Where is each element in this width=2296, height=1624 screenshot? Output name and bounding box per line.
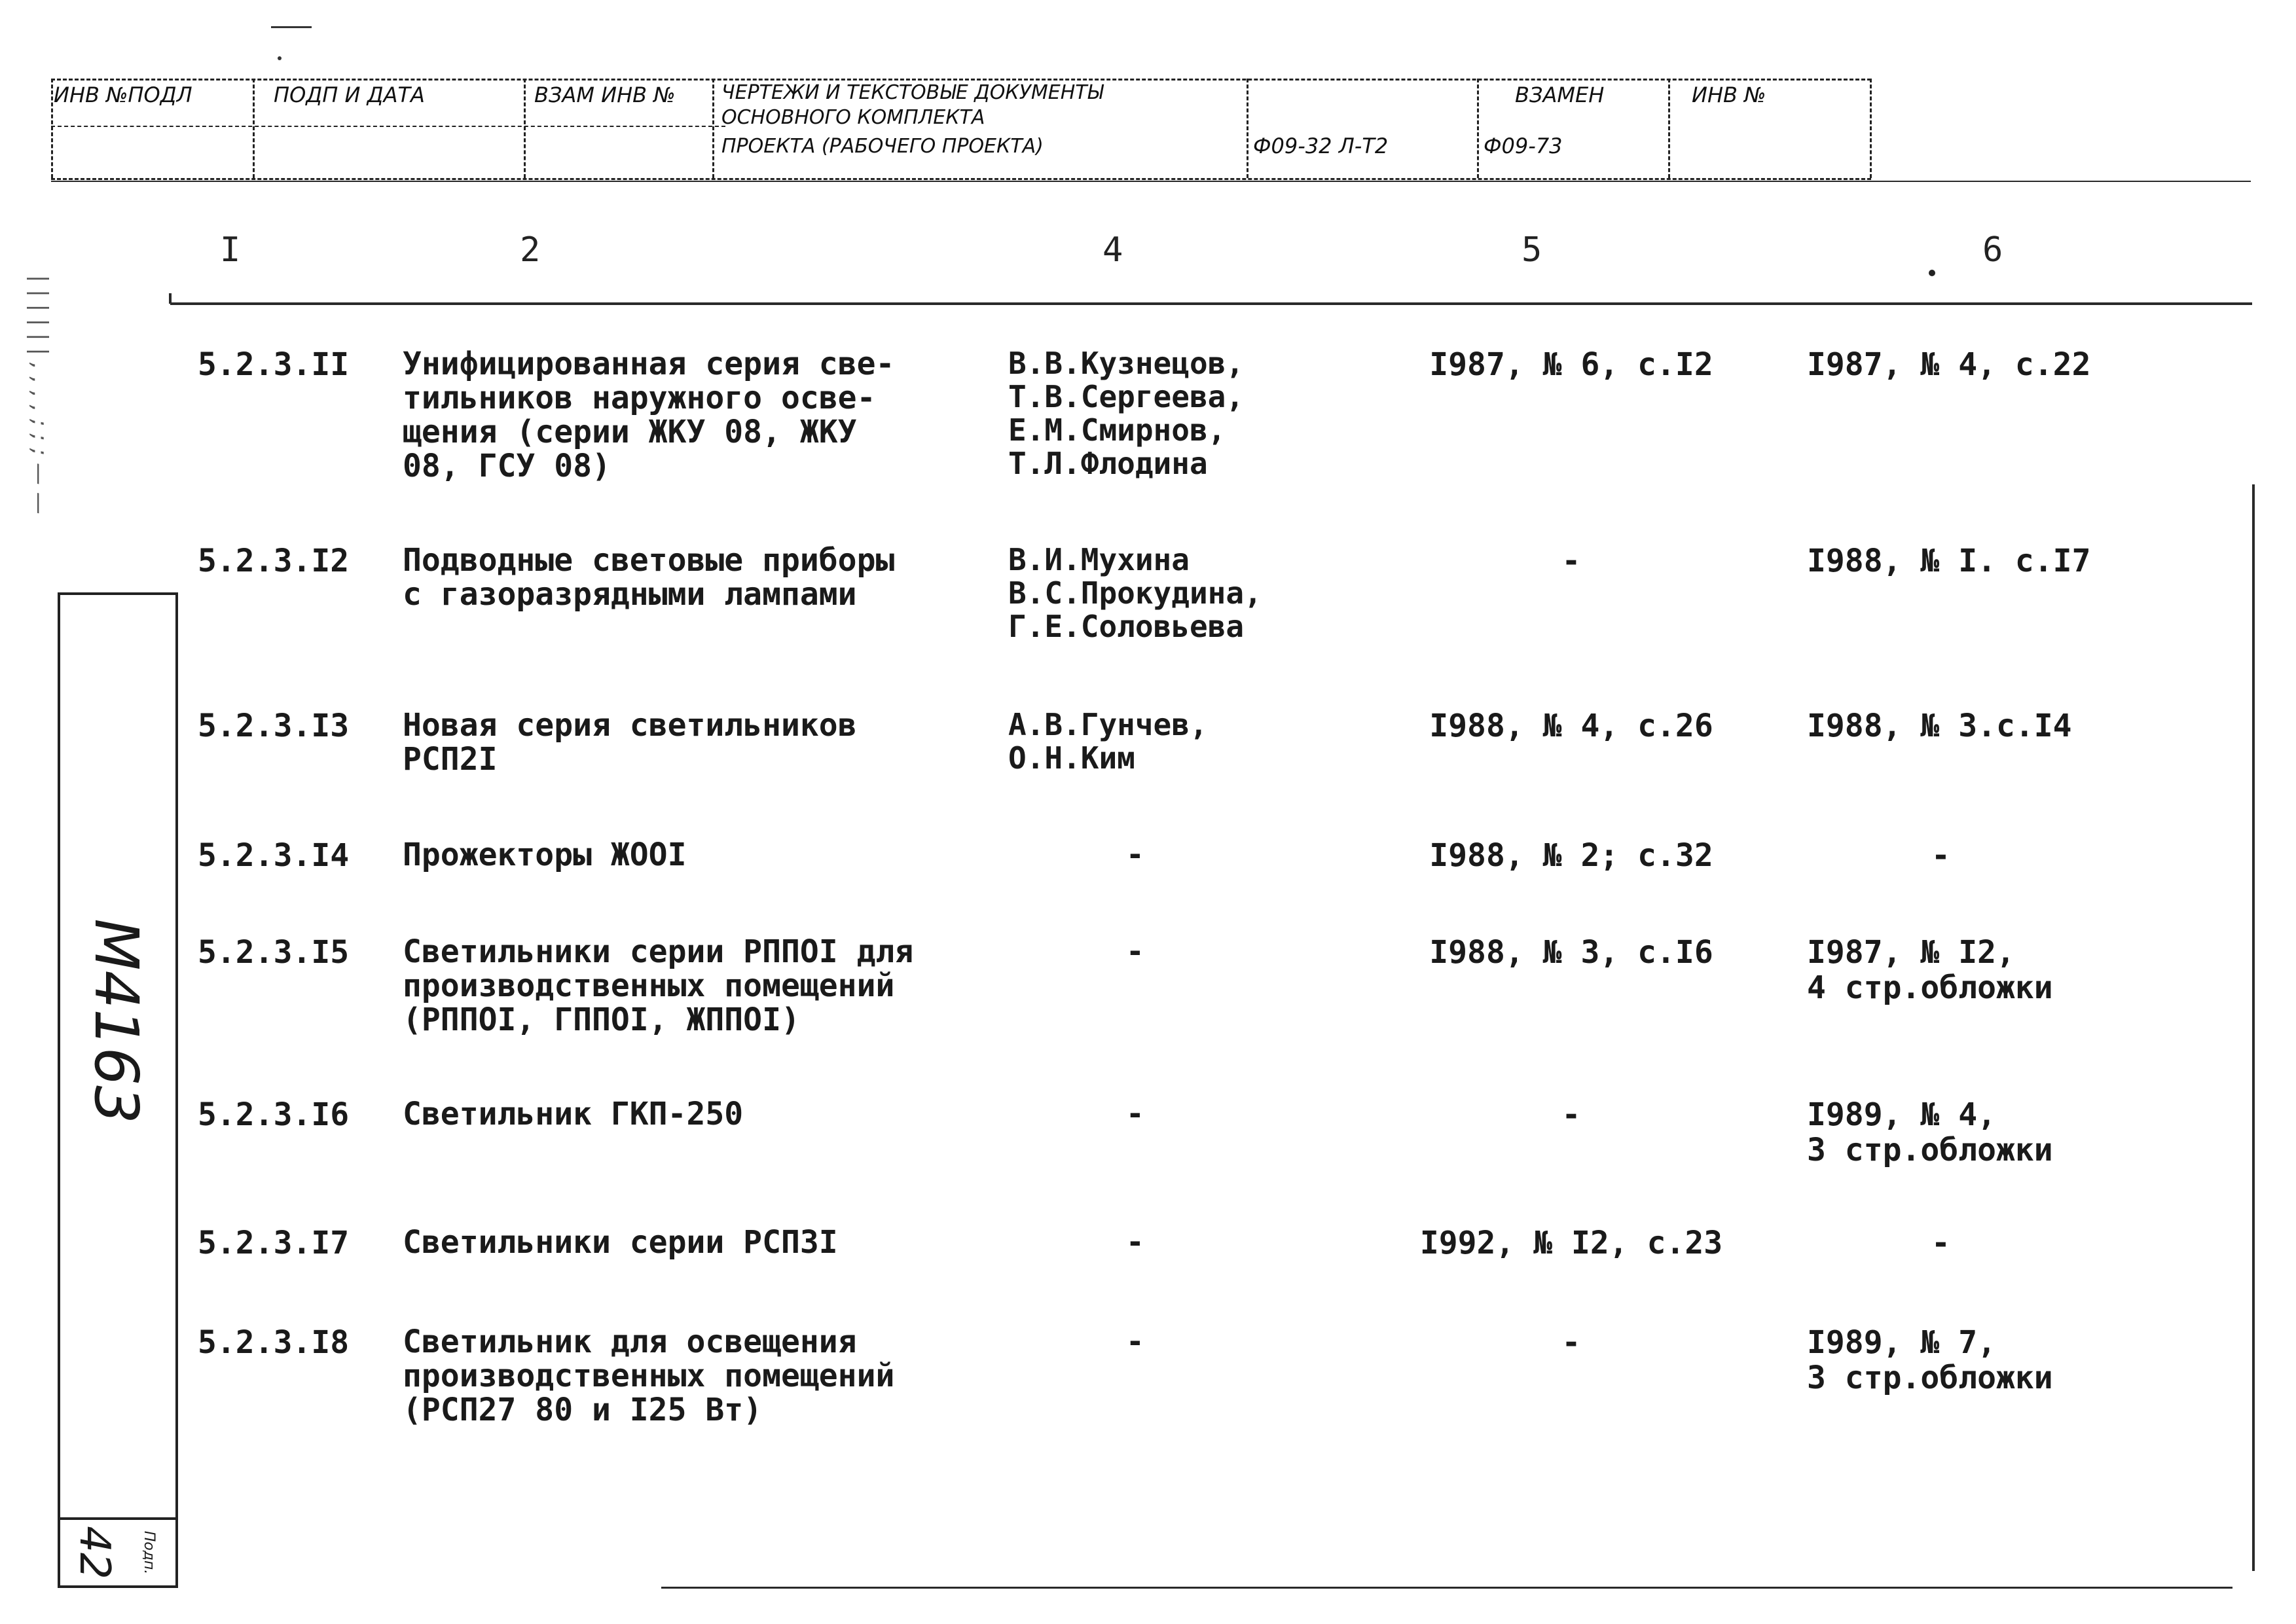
row-code: 5.2.3.II — [198, 346, 350, 383]
stamp-drawings-label-1: ЧЕРТЕЖИ И ТЕКСТОВЫЕ ДОКУМЕНТЫ — [721, 81, 1104, 104]
title-stamp — [51, 79, 1871, 178]
stamp-doc-code-2: Ф09-73 — [1484, 134, 1563, 158]
row-authors: - — [1126, 837, 1144, 872]
row-col5: I987, № 6, с.I2 — [1429, 346, 1713, 383]
row-code: 5.2.3.I7 — [198, 1225, 350, 1261]
col-header-1: I — [220, 230, 241, 270]
header-rule-hook — [169, 293, 177, 304]
row-title: Унифицированная серия све- тильников наружного осве- щения (серии ЖКУ 08, ЖКУ 08, ГСУ 08) — [403, 346, 895, 484]
row-authors: В.В.Кузнецов, Т.В.Сергеева, Е.М.Смирнов, Т.Л.Флодина — [1008, 346, 1245, 481]
col-header-2: 2 — [520, 230, 541, 270]
stamp-replaces-inv-label: ВЗАМ ИНВ № — [534, 82, 676, 107]
row-code: 5.2.3.I2 — [198, 543, 350, 579]
top-mark — [271, 26, 312, 28]
right-border — [2252, 484, 2255, 1571]
row-title: Светильник для освещения производственных помещений (РСП27 80 и I25 Вт) — [403, 1324, 895, 1428]
page-number: 42 — [70, 1526, 118, 1579]
row-title: Светильник ГКП-250 — [403, 1096, 744, 1132]
row-col6: - — [1931, 837, 1950, 874]
stamp-signature-date-label: ПОДП И ДАТА — [274, 82, 425, 107]
binder-code: М4163 — [81, 918, 152, 1124]
row-col5: - — [1561, 1096, 1581, 1133]
row-authors: - — [1126, 933, 1144, 969]
bottom-rule — [661, 1587, 2232, 1589]
row-title: Светильники серии РСП3I — [403, 1224, 838, 1261]
row-code: 5.2.3.I6 — [198, 1096, 350, 1133]
row-col6: I987, № 4, с.22 — [1807, 346, 2091, 383]
row-title: Прожекторы ЖООI — [403, 837, 687, 873]
row-code: 5.2.3.I8 — [198, 1324, 350, 1361]
stamp-drawings-label-2: ОСНОВНОГО КОМПЛЕКТА — [721, 106, 985, 129]
stamp-drawings-label-3: ПРОЕКТА (РАБОЧЕГО ПРОЕКТА) — [721, 135, 1044, 158]
row-col5: - — [1561, 1324, 1581, 1361]
row-col6: - — [1931, 1225, 1950, 1261]
top-dot — [278, 56, 282, 60]
row-title: Подводные световые приборы с газоразрядными лампами — [403, 542, 895, 613]
row-code: 5.2.3.I5 — [198, 934, 350, 971]
stamp-inv-no-label: ИНВ №ПОДЛ — [54, 82, 192, 107]
row-col5: I992, № I2, с.23 — [1419, 1225, 1723, 1261]
row-code: 5.2.3.I3 — [198, 708, 350, 744]
col-header-5: 5 — [1522, 230, 1542, 270]
row-col6: I989, № 4, 3 стр.обложки — [1807, 1096, 2053, 1168]
row-authors: - — [1126, 1096, 1144, 1131]
header-dot — [1929, 270, 1935, 276]
row-code: 5.2.3.I4 — [198, 837, 350, 874]
stamp-inv-label: ИНВ № — [1692, 82, 1766, 107]
row-col5: - — [1561, 543, 1581, 579]
row-authors: - — [1126, 1224, 1144, 1259]
row-title: Новая серия светильников РСП2I — [403, 707, 857, 778]
row-authors: В.И.Мухина В.С.Прокудина, Г.Е.Соловьева — [1008, 542, 1262, 644]
stamp-doc-code-1: Ф09-32 Л-Т2 — [1253, 134, 1389, 158]
margin-scan-marks: | | | | | | , , , , ; ; ; — — — [26, 275, 52, 514]
stamp-bottom-rule — [51, 181, 2251, 182]
row-title: Светильники серии РППОI для производственных помещений (РППОI, ГППОI, ЖППОI) — [403, 933, 914, 1038]
row-col5: I988, № 2; с.32 — [1429, 837, 1713, 874]
col-header-6: 6 — [1982, 230, 2003, 270]
row-col5: I988, № 4, с.26 — [1429, 708, 1713, 744]
col-header-4: 4 — [1102, 230, 1123, 270]
row-authors: А.В.Гунчев, О.Н.Ким — [1008, 707, 1208, 776]
row-col6: I988, № 3.с.I4 — [1807, 708, 2072, 744]
row-col6: I989, № 7, 3 стр.обложки — [1807, 1324, 2053, 1396]
row-col6: I988, № I. с.I7 — [1807, 543, 2091, 579]
header-rule — [170, 302, 2252, 305]
row-col5: I988, № 3, с.I6 — [1429, 934, 1713, 971]
row-col6: I987, № I2, 4 стр.обложки — [1807, 934, 2053, 1006]
stamp-replaces-label: ВЗАМЕН — [1515, 82, 1605, 107]
page-signature: Подп. — [141, 1530, 158, 1575]
row-authors: - — [1126, 1324, 1144, 1359]
